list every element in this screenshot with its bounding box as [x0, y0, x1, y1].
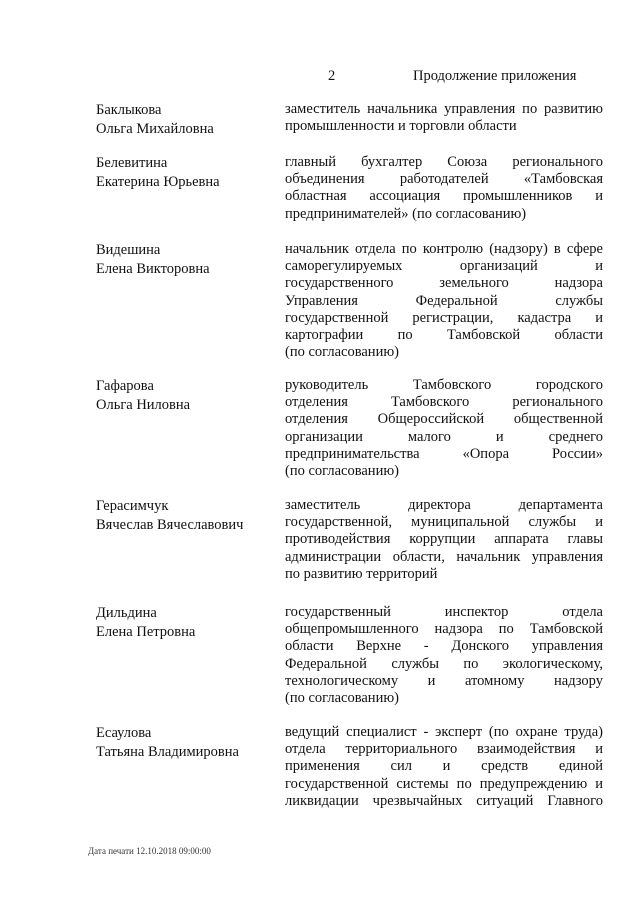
member-name: [96, 724, 276, 762]
member-name: [96, 377, 276, 415]
member-name: [96, 604, 276, 642]
role-line: начальник отдела по контролю (надзору) в сфере: [285, 241, 603, 257]
role-line: государственной, муниципальной службы и: [285, 514, 603, 531]
member-given-names: Елена Викторовна: [96, 261, 210, 277]
role-line: государственный инспектор отдела: [285, 604, 603, 620]
role-line: Управления Федеральной службы: [285, 292, 603, 309]
member-given-names: Екатерина Юрьевна: [96, 174, 220, 190]
role-line: саморегулируемых организаций и: [285, 258, 603, 275]
role-line: предпринимательства «Опора России»: [285, 445, 603, 462]
role-line: Федеральной службы по экологическому,: [285, 655, 603, 672]
member-given-names: Ольга Михайловна: [96, 121, 214, 137]
role-line: предпринимателей» (по согласованию): [285, 205, 527, 222]
role-line: заместитель начальника управления по развитию: [285, 101, 603, 117]
member-given-names: Вячеслав Вячеславович: [96, 517, 244, 533]
member-surname: Есаулова: [96, 725, 152, 741]
role-line: (по согласованию): [285, 344, 399, 361]
member-surname: Видешина: [96, 242, 161, 258]
member-surname: Герасимчук: [96, 498, 169, 514]
role-line: ликвидации чрезвычайных ситуаций Главного: [285, 792, 603, 809]
role-line: по развитию территорий: [285, 565, 438, 582]
page-header: [0, 68, 640, 88]
role-line: руководитель Тамбовского городского: [285, 377, 603, 393]
role-line: администрации области, начальник управления: [285, 548, 603, 565]
role-line: применения сил и средств единой: [285, 758, 603, 775]
member-given-names: Ольга Ниловна: [96, 397, 191, 413]
role-line: заместитель директора департамента: [285, 497, 603, 513]
role-line: главный бухгалтер Союза регионального: [285, 154, 603, 170]
role-line: государственной регистрации, кадастра и: [285, 309, 603, 326]
role-line: общепромышленного надзора по Тамбовской: [285, 621, 603, 638]
member-surname: Гафарова: [96, 378, 154, 394]
role-line: отдела территориального взаимодействия и: [285, 741, 603, 758]
member-name: [96, 241, 276, 279]
print-date: Дата печати 12.10.2018 09:00:00: [88, 846, 211, 856]
role-line: ведущий специалист - эксперт (по охране труда): [285, 724, 603, 740]
role-line: картографии по Тамбовской области: [285, 327, 603, 344]
role-line: противодействия коррупции аппарата главы: [285, 531, 603, 548]
member-surname: Баклыкова: [96, 102, 162, 118]
role-line: государственного земельного надзора: [285, 275, 603, 292]
role-line: отделения Тамбовского регионального: [285, 394, 603, 411]
role-line: отделения Общероссийской общественной: [285, 411, 603, 428]
role-line: областная ассоциация промышленников и: [285, 188, 603, 205]
member-surname: Белевитина: [96, 155, 168, 171]
role-line: организации малого и среднего: [285, 428, 603, 445]
role-line: (по согласованию): [285, 463, 399, 480]
role-line: (по согласованию): [285, 690, 399, 707]
continuation-label: Продолжение приложения: [413, 68, 577, 84]
page-number: 2: [328, 68, 336, 84]
role-line: области Верхне - Донского управления: [285, 638, 603, 655]
member-given-names: Елена Петровна: [96, 624, 196, 640]
member-name: [96, 497, 276, 535]
member-surname: Дильдина: [96, 605, 157, 621]
role-line: технологическому и атомному надзору: [285, 672, 603, 689]
member-role: [285, 101, 603, 135]
member-role: [285, 154, 603, 223]
role-line: государственной системы по предупреждению и: [285, 775, 603, 792]
member-name: [96, 154, 276, 192]
member-name: [96, 101, 276, 139]
member-role: [285, 241, 603, 361]
member-role: [285, 724, 603, 810]
role-line: промышленности и торговли области: [285, 118, 517, 135]
member-role: [285, 604, 603, 707]
member-role: [285, 497, 603, 583]
member-role: [285, 377, 603, 480]
member-given-names: Татьяна Владимировна: [96, 744, 239, 760]
role-line: объединения работодателей «Тамбовская: [285, 171, 603, 188]
